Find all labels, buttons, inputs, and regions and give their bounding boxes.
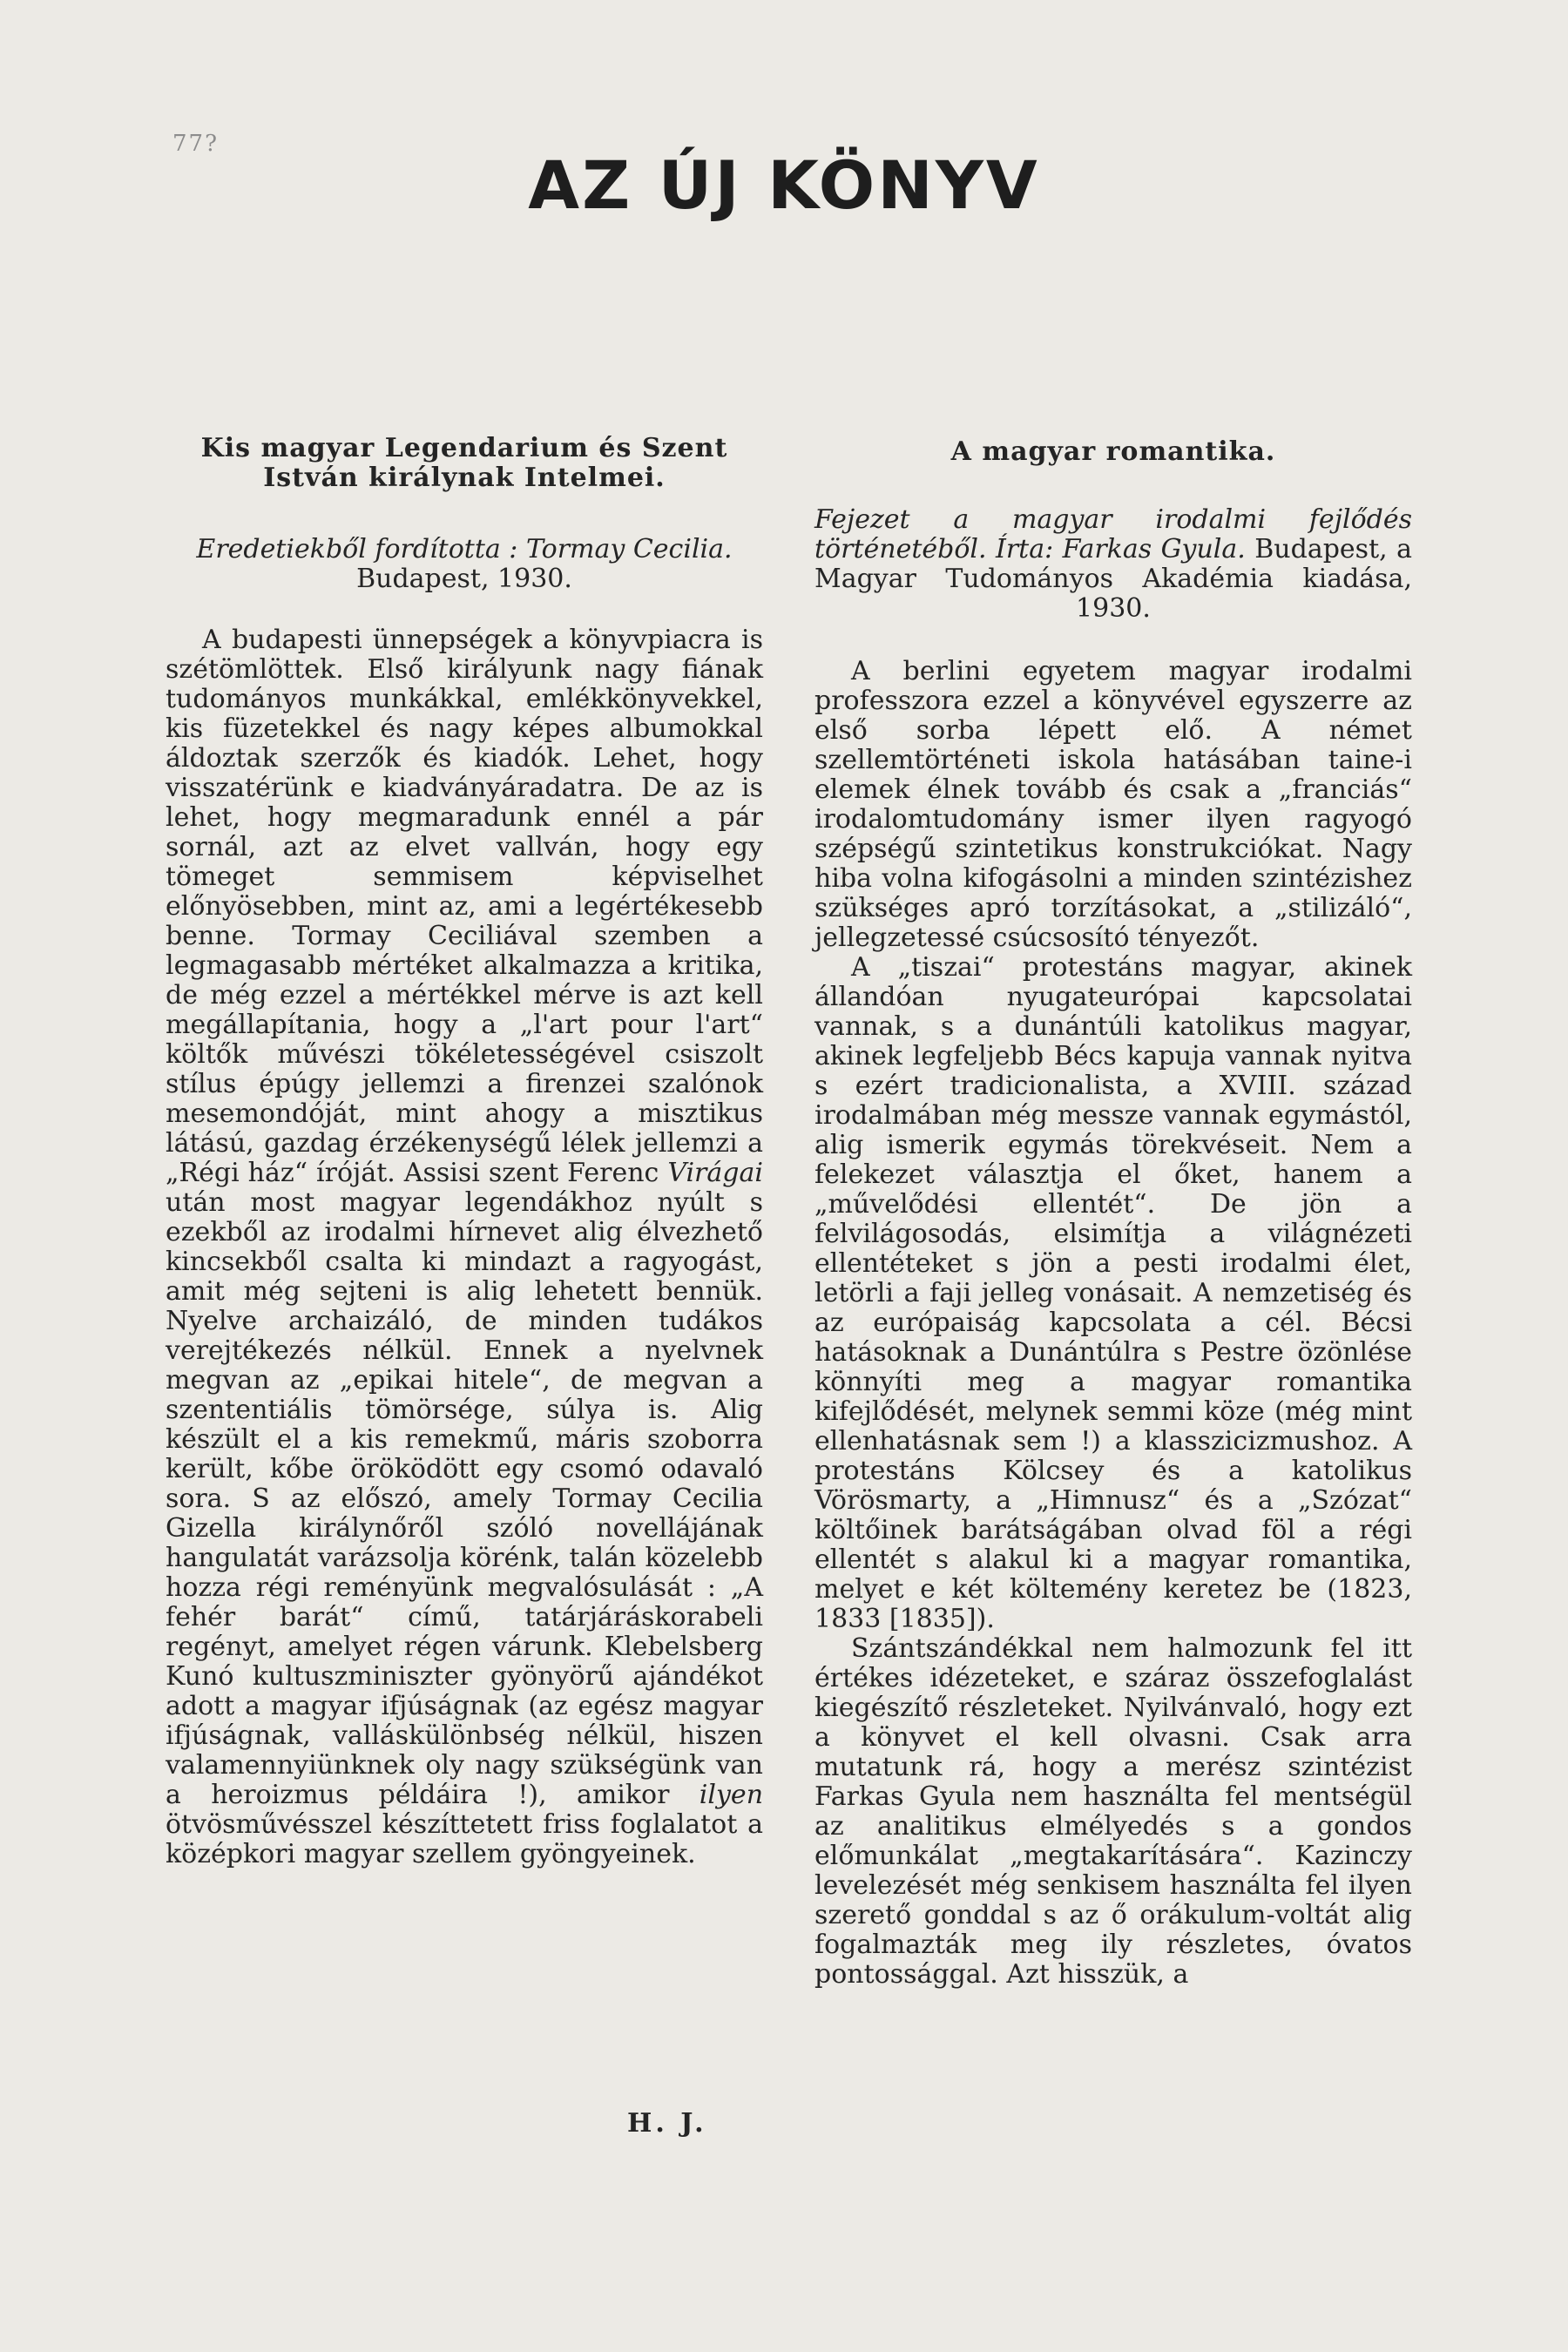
left-body-italic-viragai: Virágai (667, 1158, 763, 1188)
right-review-column (814, 434, 1412, 1990)
left-review-heading-line1: Kis magyar Legendarium és Szent (200, 433, 728, 463)
left-body-part3: ötvösművésszel készíttetett friss foglalatot a középkori magyar szellem gyöngyeinek. (166, 1809, 763, 1869)
right-review-imprint: Budapest, a Magyar Tudományos Akadémia kiadása, 1930. (814, 534, 1412, 624)
left-review-translator: Eredetiekből fordította : Tormay Cecilia. (196, 534, 733, 564)
left-review-signature: H. J. (627, 2108, 707, 2139)
right-review-source (814, 505, 1412, 624)
right-review-source-italic: Fejezet a magyar irodalmi fejlődés történetéből. Írta: Farkas Gyula. (814, 504, 1412, 564)
left-body-part1: A budapesti ünnepségek a könyvpiacra is szétömlöttek. Első királyunk nagy fiának tudományos munkákkal, emlékkönyvekkel, kis füzetekkel és nagy képes albumokkal áldoztak szerzők és kiadók. Lehet, hogy visszatérünk e kiadványáradatra. De az is lehet, hogy megmaradunk ennél a pár sornál, azt az elvet vallván, hogy egy tömeget semmisem képviselhet előnyösebben, mint az, ami a legértékesebb benne. Tormay Ceciliával szemben a legmagasabb mértéket alkalmazza a kritika, de még ezzel a mértékkel mérve is azt kell megállapítania, hogy a „l'art pour l'art“ költők művészi tökéletességével csiszolt stílus épúgy jellemzi a firenzei szalónok mesemondóját, mint ahogy a misztikus látású, gazdag érzékenységű lélek jellemzi a „Régi ház“ íróját. Assisi szent Ferenc (166, 625, 763, 1188)
left-review-column (166, 434, 763, 1869)
left-review-heading (166, 434, 763, 493)
right-review-paragraph-3: Szántszándékkal nem halmozunk fel itt értékes idézeteket, e száraz összefoglalást kiegészítő részleteket. Nyilvánvaló, hogy ezt a könyvet el kell olvasni. Csak arra mutatunk rá, hogy a merész szintézist Farkas Gyula nem használta fel mentségül az analitikus elmélyedés s a gondos előmunkálat „megtakarítására“. Kazinczy levelezését még senkisem használta fel ilyen szerető gonddal s az ő orákulum-voltát alig fogalmazták meg ily részletes, óvatos pontossággal. Azt hisszük, a (814, 1633, 1412, 1990)
right-review-heading: A magyar romantika. (950, 436, 1276, 467)
left-review-body (166, 625, 763, 1869)
page-title: AZ ÚJ KÖNYV (528, 146, 1040, 224)
page-number-mark: 77? (172, 131, 220, 157)
left-review-heading-line2: István királynak Intelmei. (263, 463, 666, 493)
left-body-italic-ilyen: ilyen (699, 1780, 764, 1810)
left-review-source (166, 535, 763, 594)
left-body-part2: után most magyar legendákhoz nyúlt s ezekből az irodalmi hírnevet alig élvezhető kincsekből csalta ki mindazt a ragyogást, amit még sejteni is alig lehetett bennük. Nyelve archaizáló, de minden tudákos verejtékezés nélkül. Ennek a nyelvnek megvan az „epikai hitele“, de megvan a szententiális tömörsége, súlya is. Alig készült el a kis remekmű, máris szoborra került, kőbe öröködött egy csomó odavaló sora. S az előszó, amely Tormay Cecilia Gizella királynőről szóló novellájának hangulatát varázsolja körénk, talán közelebb hozza régi reményünk megvalósulását : „A fehér barát“ című, tatárjáráskorabeli regényt, amelyet régen várunk. Klebelsberg Kunó kultuszminiszter gyönyörű ajándékot adott a magyar ifjúságnak (az egész magyar ifjúságnak, valláskülönbség nélkül, hiszen valamennyiünknek oly nagy szükségünk van a heroizmus példáira !), amikor (166, 1187, 763, 1810)
left-review-imprint: Budapest, 1930. (356, 564, 572, 594)
right-review-paragraph-1: A berlini egyetem magyar irodalmi professzora ezzel a könyvével egyszerre az első sorba lépett elő. A német szellemtörténeti iskola hatásában taine-i elemek élnek tovább és csak a „franciás“ irodalomtudomány ismer ilyen ragyogó szépségű szintetikus konstrukciókat. Nagy hiba volna kifogásolni a minden szintézishez szükséges apró torzításokat, a „stilizáló“, jellegzetessé csúcsosító tényezőt. (814, 656, 1412, 953)
right-review-paragraph-2: A „tiszai“ protestáns magyar, akinek állandóan nyugateurópai kapcsolatai vannak, s a dunántúli katolikus magyar, akinek legfeljebb Bécs kapuja vannak nyitva s ezért tradicionalista, a XVIII. század irodalmában még messze vannak egymástól, alig ismerik egymás törekvéseit. Nem a felekezet választja el őket, hanem a „művelődési ellentét“. De jön a felvilágosodás, elsimítja a világnézeti ellentéteket s jön a pesti irodalmi élet, letörli a faji jelleg vonásait. A nemzetiség és az európaiság kapcsolata a cél. Bécsi hatásoknak a Dunántúlra s Pestre özönlése könnyíti meg a magyar romantika kifejlődését, melynek semmi köze (még mint ellenhatásnak sem !) a klasszicizmushoz. A protestáns Kölcsey és a katolikus Vörösmarty, a „Himnusz“ és a „Szózat“ költőinek barátságában olvad föl a régi ellentét s alakul ki a magyar romantika, melyet e két költemény keretez be (1823, 1833 [1835]). (814, 952, 1412, 1634)
